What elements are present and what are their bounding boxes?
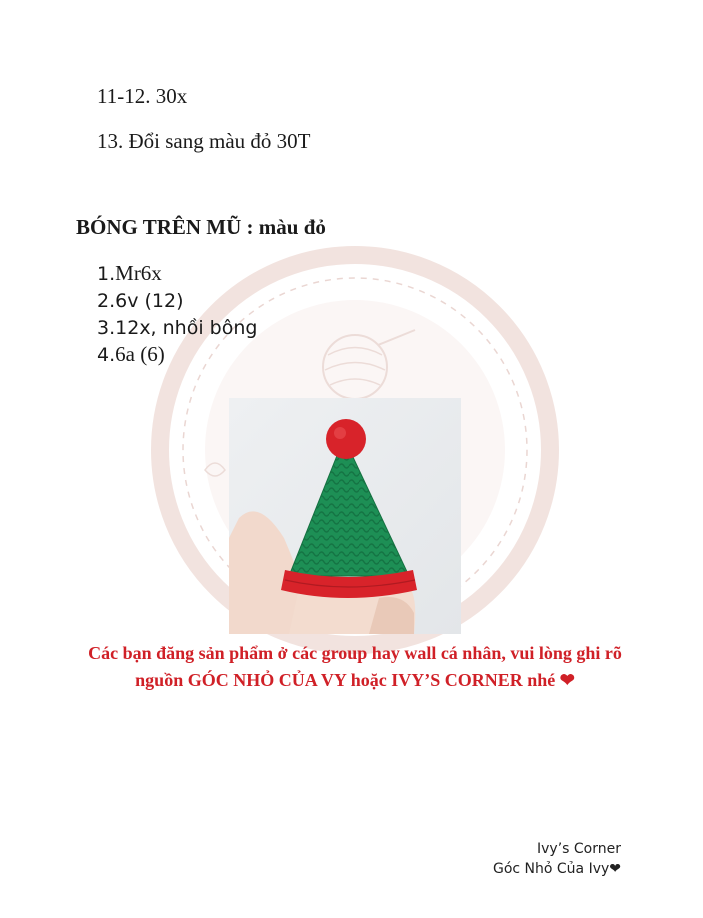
step-line-13: 13. Đổi sang màu đỏ 30T [97,129,311,153]
step-line-11-12: 11-12. 30x [97,84,188,108]
list-item: 1.Mr6x [97,261,162,285]
list-item: 2.6v (12) [97,290,184,312]
section-heading: BÓNG TRÊN MŨ : màu đỏ [76,215,326,239]
instruction-list [97,260,257,368]
footer-brand-en: Ivy’s Corner [537,841,621,857]
footer-signature [493,839,621,879]
list-item: 3.12x, nhồi bông [97,317,258,339]
list-item: 4.6a (6) [97,342,165,366]
footer-brand-vi: Góc Nhỏ Của Ivy❤ [492,861,621,877]
copyright-notice: Các bạn đăng sản phẩm ở các group hay wall cá nhân, vui lòng ghi rõ nguồn GÓC NHỎ CỦA VY hoặc IVY’S CORNER nhé ❤ [88,643,622,690]
crochet-hat-photo [229,398,461,634]
